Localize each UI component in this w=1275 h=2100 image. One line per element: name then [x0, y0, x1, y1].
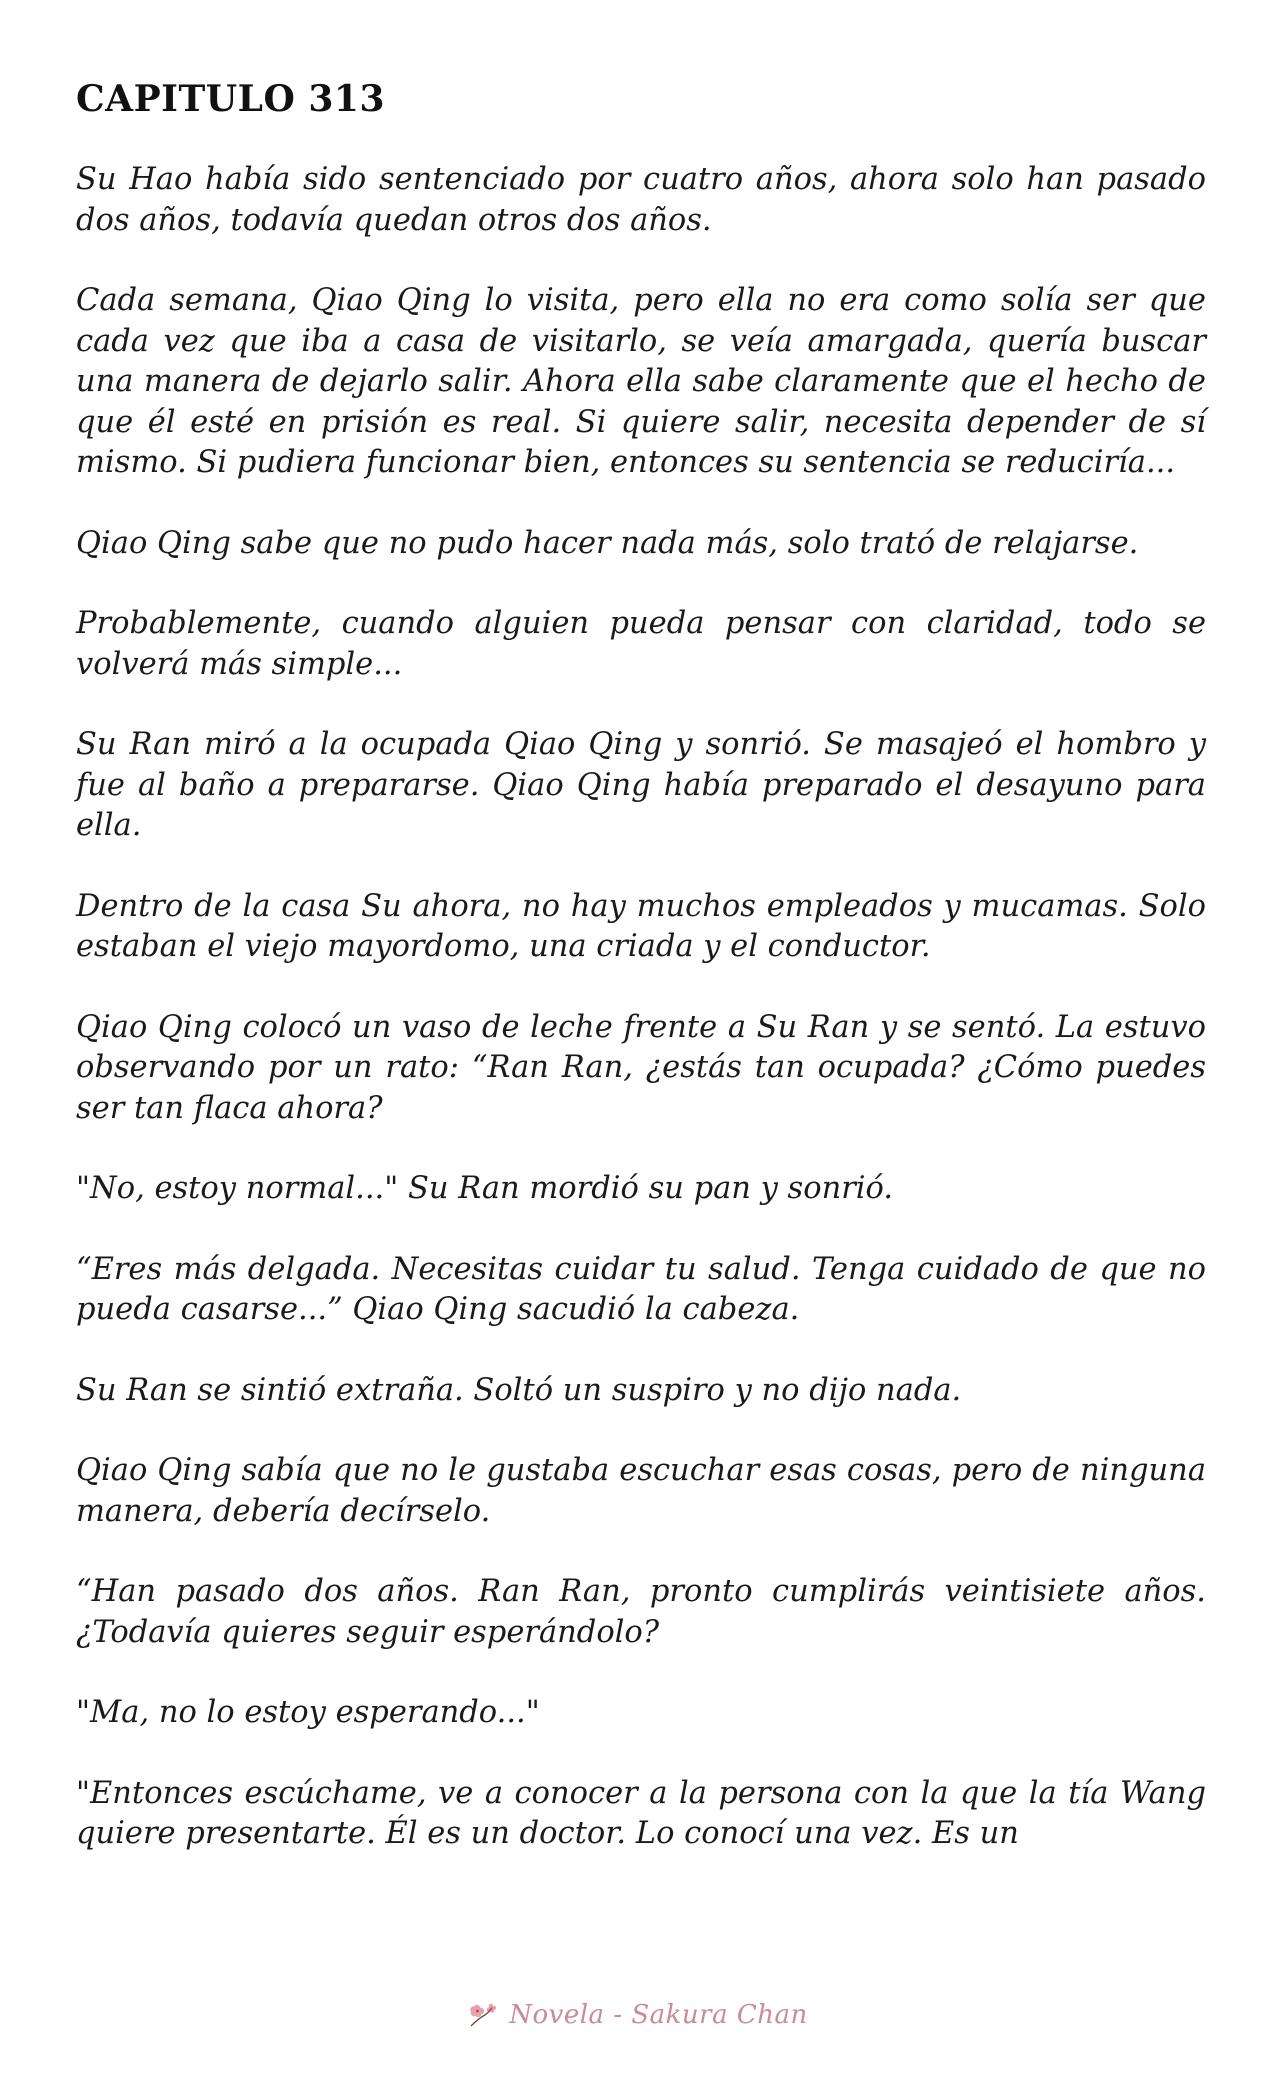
paragraph: Su Hao había sido sentenciado por cuatro años, ahora solo han pasado dos años, todavía quedan otros dos años.	[76, 162, 1206, 238]
sakura-flower-icon	[467, 2000, 501, 2030]
paragraph: Su Ran se sintió extraña. Soltó un suspiro y no dijo nada.	[76, 1372, 962, 1408]
paragraph: Qiao Qing sabía que no le gustaba escuchar esas cosas, pero de ninguna manera, debería decírselo.	[76, 1453, 1206, 1529]
paragraph: "Ma, no lo estoy esperando..."	[76, 1695, 540, 1730]
paragraph: “Eres más delgada. Necesitas cuidar tu salud. Tenga cuidado de que no pueda casarse...” Qiao Qing sacudió la cabeza.	[76, 1251, 1206, 1327]
paragraph: “Han pasado dos años. Ran Ran, pronto cumplirás veintisiete años. ¿Todavía quieres seguir esperándolo?	[76, 1574, 1206, 1650]
paragraph: Su Ran miró a la ocupada Qiao Qing y sonrió. Se masajeó el hombro y fue al baño a prepararse. Qiao Qing había preparado el desayuno para ella.	[76, 727, 1206, 843]
paragraph: "Entonces escúchame, ve a conocer a la persona con la que la tía Wang quiere presentarte. Él es un doctor. Lo conocí una vez. Es un	[76, 1775, 1206, 1851]
paragraph: Dentro de la casa Su ahora, no hay muchos empleados y mucamas. Solo estaban el viejo mayordomo, una criada y el conductor.	[76, 888, 1206, 964]
paragraph: "No, estoy normal..." Su Ran mordió su pan y sonrió.	[76, 1171, 894, 1206]
footer-watermark	[0, 1990, 1275, 2040]
paragraph: Qiao Qing colocó un vaso de leche frente a Su Ran y se sentó. La estuvo observando por un rato: “Ran Ran, ¿estás tan ocupada? ¿Cómo puedes ser tan flaca ahora?	[76, 1009, 1206, 1126]
paragraph: Probablemente, cuando alguien pueda pensar con claridad, todo se volverá más simple...	[76, 606, 1206, 682]
footer-brand-text: Novela - Sakura Chan	[509, 2000, 808, 2030]
paragraph: Qiao Qing sabe que no pudo hacer nada más, solo trató de relajarse.	[76, 525, 1139, 561]
chapter-title: CAPITULO 313	[76, 78, 386, 120]
chapter-body	[76, 160, 1206, 1895]
paragraph: Cada semana, Qiao Qing lo visita, pero ella no era como solía ser que cada vez que iba a casa de visitarlo, se veía amargada, quería buscar una manera de dejarlo salir. Ahora ella sabe claramente que el hecho de que él esté en prisión es real. Si quiere salir, necesita depender de sí mismo. Si pudiera funcionar bien, entonces su sentencia se reduciría...	[76, 283, 1206, 480]
